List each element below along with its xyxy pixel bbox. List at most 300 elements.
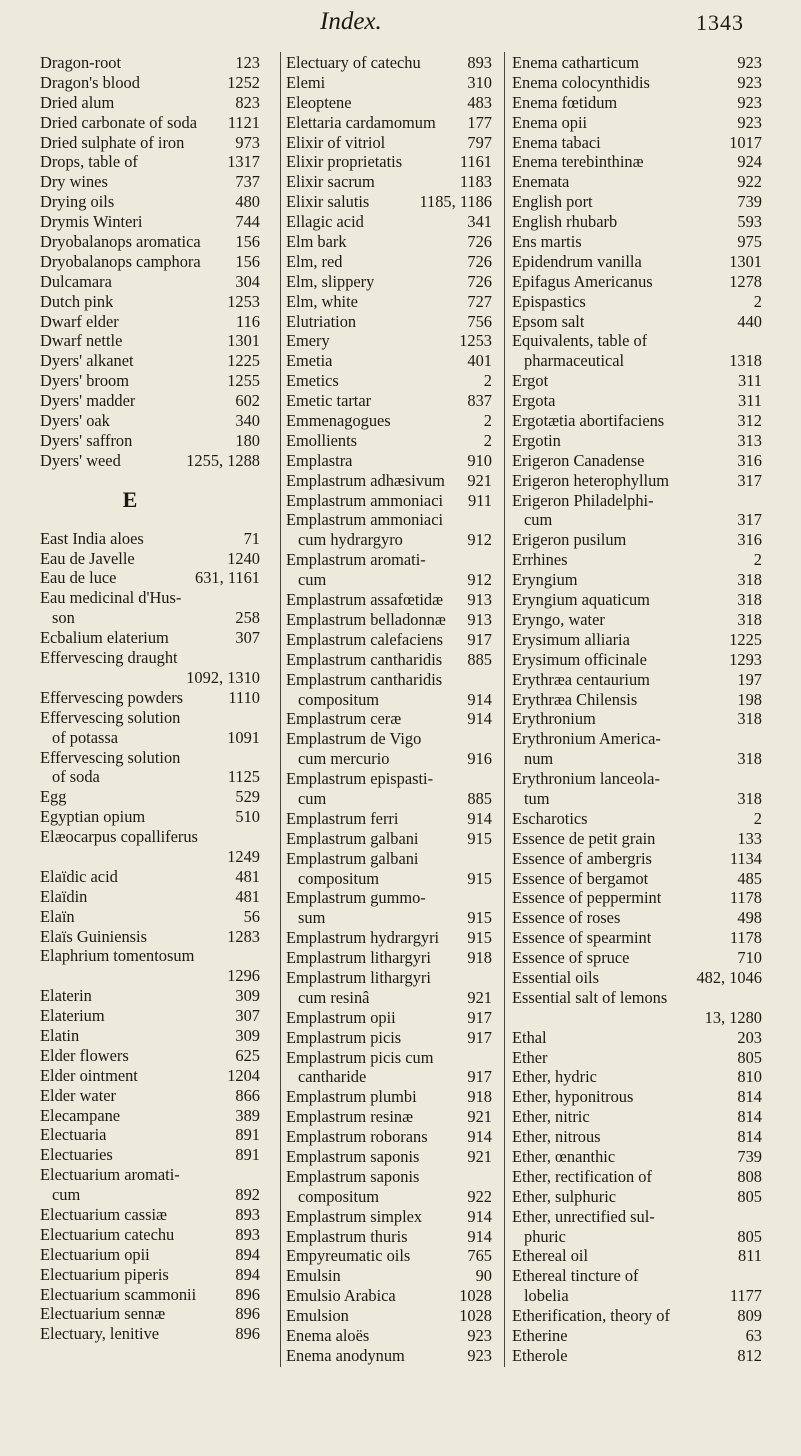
index-entry: [40, 748, 260, 768]
entry-page-ref: 923: [467, 1345, 492, 1365]
entry-term: Egyptian opium: [40, 807, 146, 827]
entry-term: Eryngo, water: [512, 609, 605, 629]
entry-page-ref: 593: [737, 212, 762, 232]
index-entry: [40, 152, 260, 172]
entry-page-ref: 1255: [227, 371, 260, 391]
entry-page-ref: 318: [737, 788, 762, 808]
entry-term: Dwarf elder: [40, 311, 119, 331]
entry-term: Elutriation: [286, 311, 357, 331]
entry-page-ref: 63: [745, 1326, 762, 1345]
index-entry: [40, 73, 260, 93]
entry-page-ref: 1225: [227, 351, 260, 371]
entry-term: Errhines: [512, 550, 568, 570]
index-entry: [512, 590, 762, 610]
entry-page-ref: 913: [467, 609, 492, 629]
index-entry: [40, 588, 260, 608]
index-entry: [286, 1306, 492, 1326]
entry-term: Emmenagogues: [286, 411, 391, 431]
entry-term: Essence of spruce: [512, 948, 630, 968]
index-entry: [40, 272, 260, 292]
entry-term: Emplastrum simplex: [286, 1206, 423, 1226]
entry-page-ref: 401: [467, 351, 492, 371]
index-entry: [286, 1028, 492, 1048]
index-entry: [286, 491, 492, 511]
index-entry: [512, 1227, 762, 1247]
index-entry: [286, 411, 492, 431]
entry-term: Ethereal oil: [512, 1246, 588, 1266]
index-entry: [286, 53, 492, 73]
index-entry: [512, 331, 762, 351]
entry-term: Emplastrum saponis: [286, 1166, 420, 1186]
index-entry: [40, 1265, 260, 1285]
entry-page-ref: 923: [737, 53, 762, 72]
index-entry: [512, 1286, 762, 1306]
entry-page-ref: 313: [737, 430, 762, 450]
entry-term: Effervescing solution: [40, 747, 181, 767]
index-entry: [512, 670, 762, 690]
index-entry: [286, 928, 492, 948]
entry-term: Essential salt of lemons: [512, 987, 668, 1007]
entry-term: Dyers' madder: [40, 391, 136, 411]
entry-term: cum resinâ: [298, 987, 370, 1007]
index-entry: [512, 391, 762, 411]
entry-term: Emplastrum ammoniaci: [286, 510, 444, 530]
index-entry: [512, 172, 762, 192]
entry-term: Emollients: [286, 430, 358, 450]
entry-page-ref: 1204: [227, 1065, 260, 1085]
index-entry: [40, 1324, 260, 1344]
entry-term: Enema anodynum: [286, 1345, 405, 1365]
entry-term: num: [524, 749, 554, 769]
index-entry: [40, 1205, 260, 1225]
index-entry: [40, 887, 260, 907]
entry-term: Dyers' saffron: [40, 430, 133, 450]
entry-term: Dwarf nettle: [40, 331, 123, 351]
entry-term: cum: [298, 788, 327, 808]
entry-page-ref: 866: [235, 1085, 260, 1105]
entry-term: Emplastra: [286, 450, 353, 470]
entry-term: Enema tabaci: [512, 132, 601, 152]
index-entry: [40, 966, 260, 986]
entry-page-ref: 921: [467, 1146, 492, 1166]
index-entry: [512, 491, 762, 511]
entry-term: Elaïs Guiniensis: [40, 926, 147, 946]
entry-page-ref: 727: [467, 291, 492, 311]
index-entry: [512, 93, 762, 113]
index-entry: [286, 1266, 492, 1286]
entry-page-ref: 317: [737, 510, 762, 530]
index-entry: [512, 729, 762, 749]
index-entry: [512, 312, 762, 332]
index-entry: [512, 252, 762, 272]
entry-term: Enema colocynthidis: [512, 72, 650, 92]
entry-term: Emplastrum cantharidis: [286, 669, 443, 689]
entry-term: Equivalents, table of: [512, 331, 648, 351]
entry-term: Emplastrum lithargyri: [286, 948, 431, 968]
entry-term: Escharotics: [512, 808, 588, 828]
entry-term: Electuary of catechu: [286, 53, 421, 72]
entry-page-ref: [756, 491, 762, 511]
entry-page-ref: 917: [467, 1027, 492, 1047]
index-entry: [286, 590, 492, 610]
index-entry: [286, 172, 492, 192]
entry-term: Electuarium catechu: [40, 1224, 175, 1244]
entry-page-ref: 481: [235, 866, 260, 886]
index-entry: [40, 371, 260, 391]
entry-term: Ergota: [512, 391, 556, 411]
entry-term: Electuaries: [40, 1145, 113, 1165]
index-entry: [40, 728, 260, 748]
entry-term: English port: [512, 192, 593, 212]
index-entry: [40, 1285, 260, 1305]
index-entry: [512, 988, 762, 1008]
entry-page-ref: 916: [467, 749, 492, 769]
entry-page-ref: [254, 827, 260, 847]
entry-page-ref: 893: [235, 1204, 260, 1224]
index-entry: [286, 789, 492, 809]
index-entry: [512, 1266, 762, 1286]
entry-page-ref: 340: [235, 411, 260, 431]
entry-term: Enema catharticum: [512, 53, 639, 72]
entry-term: lobelia: [524, 1286, 569, 1306]
index-entry: [286, 988, 492, 1008]
index-entry: [286, 252, 492, 272]
index-entry: [40, 93, 260, 113]
entry-term: Enemata: [512, 172, 570, 192]
index-entry: [286, 1067, 492, 1087]
index-entry: [512, 510, 762, 530]
index-entry: [40, 1046, 260, 1066]
entry-term: Elm, slippery: [286, 271, 375, 291]
index-entry: [40, 708, 260, 728]
entry-page-ref: 1092, 1310: [186, 667, 260, 687]
index-entry: [40, 113, 260, 133]
entry-term: Emplastrum galbani: [286, 828, 419, 848]
index-entry: [286, 1127, 492, 1147]
entry-page-ref: 917: [467, 1007, 492, 1027]
index-entry: [286, 1187, 492, 1207]
entry-term: of soda: [52, 767, 100, 787]
entry-term: Ethal: [512, 1027, 547, 1047]
entry-page-ref: 739: [737, 1146, 762, 1166]
entry-term: Epsom salt: [512, 311, 585, 331]
entry-page-ref: 510: [235, 807, 260, 827]
entry-page-ref: 797: [467, 132, 492, 152]
entry-page-ref: 914: [467, 709, 492, 729]
entry-page-ref: 180: [235, 430, 260, 450]
entry-term: Dried alum: [40, 92, 115, 112]
entry-page-ref: 198: [737, 689, 762, 709]
index-entry: [512, 610, 762, 630]
entry-page-ref: 808: [737, 1166, 762, 1186]
index-entry: [40, 1066, 260, 1086]
index-entry: [512, 650, 762, 670]
entry-term: Ether, unrectified sul-: [512, 1206, 655, 1226]
index-entry: [286, 371, 492, 391]
entry-page-ref: 1161: [459, 152, 492, 172]
index-entry: [512, 869, 762, 889]
entry-page-ref: 1318: [729, 351, 762, 371]
entry-page-ref: 481: [235, 886, 260, 906]
entry-term: Elaterium: [40, 1006, 105, 1026]
entry-term: Erythræa Chilensis: [512, 689, 638, 709]
entry-term: Dutch pink: [40, 291, 114, 311]
entry-page-ref: 1249: [227, 846, 260, 866]
index-entry: [286, 670, 492, 690]
index-entry: [286, 272, 492, 292]
entry-page-ref: 56: [243, 906, 260, 926]
entry-term: Dragon's blood: [40, 72, 140, 92]
entry-page-ref: 744: [235, 212, 260, 232]
entry-term: Dried sulphate of iron: [40, 132, 185, 152]
index-entry: [286, 888, 492, 908]
entry-page-ref: 1296: [227, 966, 260, 986]
index-entry: [512, 1087, 762, 1107]
index-entry: [512, 411, 762, 431]
entry-term: Emplastrum picis: [286, 1027, 402, 1047]
column-divider: [504, 52, 505, 1367]
entry-page-ref: 2: [483, 411, 492, 431]
index-entry: [286, 829, 492, 849]
index-entry: [512, 789, 762, 809]
index-entry: [512, 908, 762, 928]
index-entry: [40, 331, 260, 351]
entry-term: Elaphrium tomentosum: [40, 946, 195, 966]
index-entry: [40, 431, 260, 451]
entry-term: cantharide: [298, 1067, 367, 1087]
index-entry: [40, 867, 260, 887]
entry-term: Emplastrum adhæsivum: [286, 470, 445, 490]
entry-page-ref: 805: [737, 1047, 762, 1067]
index-entry: [286, 530, 492, 550]
index-entry: [512, 1207, 762, 1227]
entry-page-ref: 1225: [729, 629, 762, 649]
index-entry: [40, 232, 260, 252]
entry-term: Dragon-root: [40, 53, 122, 72]
index-entry: [512, 550, 762, 570]
entry-term: Elixir of vitriol: [286, 132, 386, 152]
entry-page-ref: 1028: [459, 1286, 492, 1306]
entry-term: Effervescing solution: [40, 707, 181, 727]
entry-term: Emulsio Arabica: [286, 1286, 396, 1306]
entry-page-ref: [486, 888, 492, 908]
entry-term: Ether, sulphuric: [512, 1186, 617, 1206]
entry-page-ref: 197: [737, 669, 762, 689]
entry-page-ref: 318: [737, 709, 762, 729]
entry-page-ref: 440: [737, 311, 762, 331]
entry-term: Emetic tartar: [286, 391, 372, 411]
entry-term: Dryobalanops aromatica: [40, 232, 201, 252]
entry-term: Elecampane: [40, 1105, 121, 1125]
entry-page-ref: 914: [467, 808, 492, 828]
index-entry: [286, 1167, 492, 1187]
index-entry: [512, 769, 762, 789]
entry-page-ref: 924: [737, 152, 762, 172]
index-entry: [40, 549, 260, 569]
index-column-3: [512, 53, 762, 1366]
entry-term: Elm, white: [286, 291, 358, 311]
entry-page-ref: 811: [738, 1246, 762, 1266]
entry-term: Dried carbonate of soda: [40, 112, 198, 132]
entry-page-ref: 814: [737, 1087, 762, 1107]
entry-page-ref: 203: [737, 1027, 762, 1047]
entry-page-ref: 917: [467, 629, 492, 649]
entry-term: Emplastrum galbani: [286, 848, 419, 868]
index-column-2: [286, 53, 492, 1366]
index-entry: [512, 152, 762, 172]
entry-term: Elaïn: [40, 906, 75, 926]
index-entry: [40, 1106, 260, 1126]
index-entry: [286, 152, 492, 172]
entry-page-ref: 814: [737, 1107, 762, 1127]
index-entry: [40, 688, 260, 708]
entry-term: Elæocarpus copalliferus: [40, 827, 198, 847]
entry-page-ref: [486, 849, 492, 869]
index-entry: [512, 113, 762, 133]
entry-page-ref: 317: [737, 470, 762, 490]
index-entry: [286, 331, 492, 351]
entry-term: Enema aloës: [286, 1326, 370, 1345]
index-entry: [512, 1326, 762, 1346]
entry-page-ref: [486, 729, 492, 749]
entry-page-ref: [756, 988, 762, 1008]
entry-term: Dyers' broom: [40, 371, 129, 391]
index-entry: [286, 570, 492, 590]
index-entry: [40, 252, 260, 272]
index-entry: [512, 948, 762, 968]
index-entry: [286, 431, 492, 451]
entry-term: Elettaria cardamomum: [286, 112, 436, 132]
index-entry: [286, 1346, 492, 1366]
entry-term: Ethereal tincture of: [512, 1266, 639, 1286]
index-entry: [286, 709, 492, 729]
entry-page-ref: 891: [235, 1145, 260, 1165]
index-entry: [286, 908, 492, 928]
entry-term: Dry wines: [40, 172, 108, 192]
entry-page-ref: 896: [235, 1304, 260, 1324]
entry-term: cum: [524, 510, 553, 530]
entry-page-ref: 2: [753, 808, 762, 828]
entry-page-ref: [486, 550, 492, 570]
index-entry: [512, 212, 762, 232]
entry-page-ref: 726: [467, 271, 492, 291]
index-entry: [512, 431, 762, 451]
entry-page-ref: 922: [467, 1186, 492, 1206]
index-entry: [512, 351, 762, 371]
entry-page-ref: 309: [235, 986, 260, 1006]
index-entry: [40, 391, 260, 411]
index-entry: [286, 610, 492, 630]
entry-page-ref: 341: [467, 212, 492, 232]
entry-page-ref: 726: [467, 232, 492, 252]
index-entry: [40, 787, 260, 807]
entry-page-ref: 739: [737, 192, 762, 212]
entry-term: Emulsin: [286, 1266, 341, 1286]
entry-page-ref: 318: [737, 570, 762, 590]
entry-page-ref: 812: [737, 1345, 762, 1365]
entry-term: Emetics: [286, 371, 339, 391]
entry-term: Essence of peppermint: [512, 888, 662, 908]
index-entry: [286, 809, 492, 829]
index-entry: [40, 668, 260, 688]
entry-term: Emplastrum picis cum: [286, 1047, 434, 1067]
entry-page-ref: 2: [483, 430, 492, 450]
entry-page-ref: 307: [235, 1006, 260, 1026]
index-entry: [40, 608, 260, 628]
entry-term: Dyers' weed: [40, 450, 121, 470]
entry-term: Emplastrum lithargyri: [286, 967, 431, 987]
index-entry: [40, 1026, 260, 1046]
entry-page-ref: 918: [467, 948, 492, 968]
entry-term: Emplastrum de Vigo: [286, 729, 422, 749]
entry-page-ref: 1255, 1288: [186, 450, 260, 470]
index-entry: [40, 1086, 260, 1106]
entry-term: Emplastrum hydrargyri: [286, 928, 440, 948]
entry-page-ref: 310: [467, 72, 492, 92]
entry-page-ref: 71: [243, 528, 260, 548]
entry-term: East India aloes: [40, 528, 144, 548]
entry-term: Ens martis: [512, 232, 582, 252]
entry-term: phuric: [524, 1226, 566, 1246]
index-entry: [512, 630, 762, 650]
entry-page-ref: 921: [467, 1107, 492, 1127]
entry-term: cum: [52, 1185, 81, 1205]
entry-page-ref: 910: [467, 450, 492, 470]
entry-term: Ellagic acid: [286, 212, 364, 232]
index-entry: [286, 133, 492, 153]
entry-term: Electuary, lenitive: [40, 1324, 160, 1344]
entry-term: Eryngium: [512, 570, 578, 590]
index-entry: [40, 312, 260, 332]
entry-page-ref: [756, 729, 762, 749]
index-entry: [512, 1107, 762, 1127]
index-entry: [40, 1304, 260, 1324]
entry-page-ref: 318: [737, 590, 762, 610]
entry-term: Ether, hyponitrous: [512, 1087, 634, 1107]
entry-term: Drying oils: [40, 192, 115, 212]
index-entry: [286, 1246, 492, 1266]
entry-term: Emplastrum belladonnæ: [286, 609, 446, 629]
index-entry: [286, 351, 492, 371]
entry-term: Drymis Winteri: [40, 212, 143, 232]
index-entry: [512, 471, 762, 491]
entry-term: Ether: [512, 1047, 548, 1067]
index-entry: [512, 1306, 762, 1326]
entry-page-ref: 837: [467, 391, 492, 411]
entry-page-ref: 389: [235, 1105, 260, 1125]
entry-term: Effervescing powders: [40, 687, 184, 707]
entry-term: Emulsion: [286, 1306, 349, 1326]
entry-term: Erythronium: [512, 709, 596, 729]
entry-page-ref: 2: [753, 291, 762, 311]
entry-page-ref: 156: [235, 232, 260, 252]
entry-page-ref: 1177: [729, 1286, 762, 1306]
entry-page-ref: [254, 588, 260, 608]
entry-term: Ether, rectification of: [512, 1166, 652, 1186]
entry-page-ref: 914: [467, 1226, 492, 1246]
entry-page-ref: 318: [737, 749, 762, 769]
index-entry: [40, 827, 260, 847]
index-entry: [512, 849, 762, 869]
entry-page-ref: 116: [236, 311, 260, 331]
index-entry: [512, 1028, 762, 1048]
entry-term: Emplastrum thuris: [286, 1226, 408, 1246]
entry-page-ref: 1293: [729, 649, 762, 669]
entry-term: Enema opii: [512, 112, 588, 132]
entry-page-ref: 1134: [729, 848, 762, 868]
entry-term: Dulcamara: [40, 271, 112, 291]
entry-page-ref: 631, 1161: [195, 568, 260, 588]
